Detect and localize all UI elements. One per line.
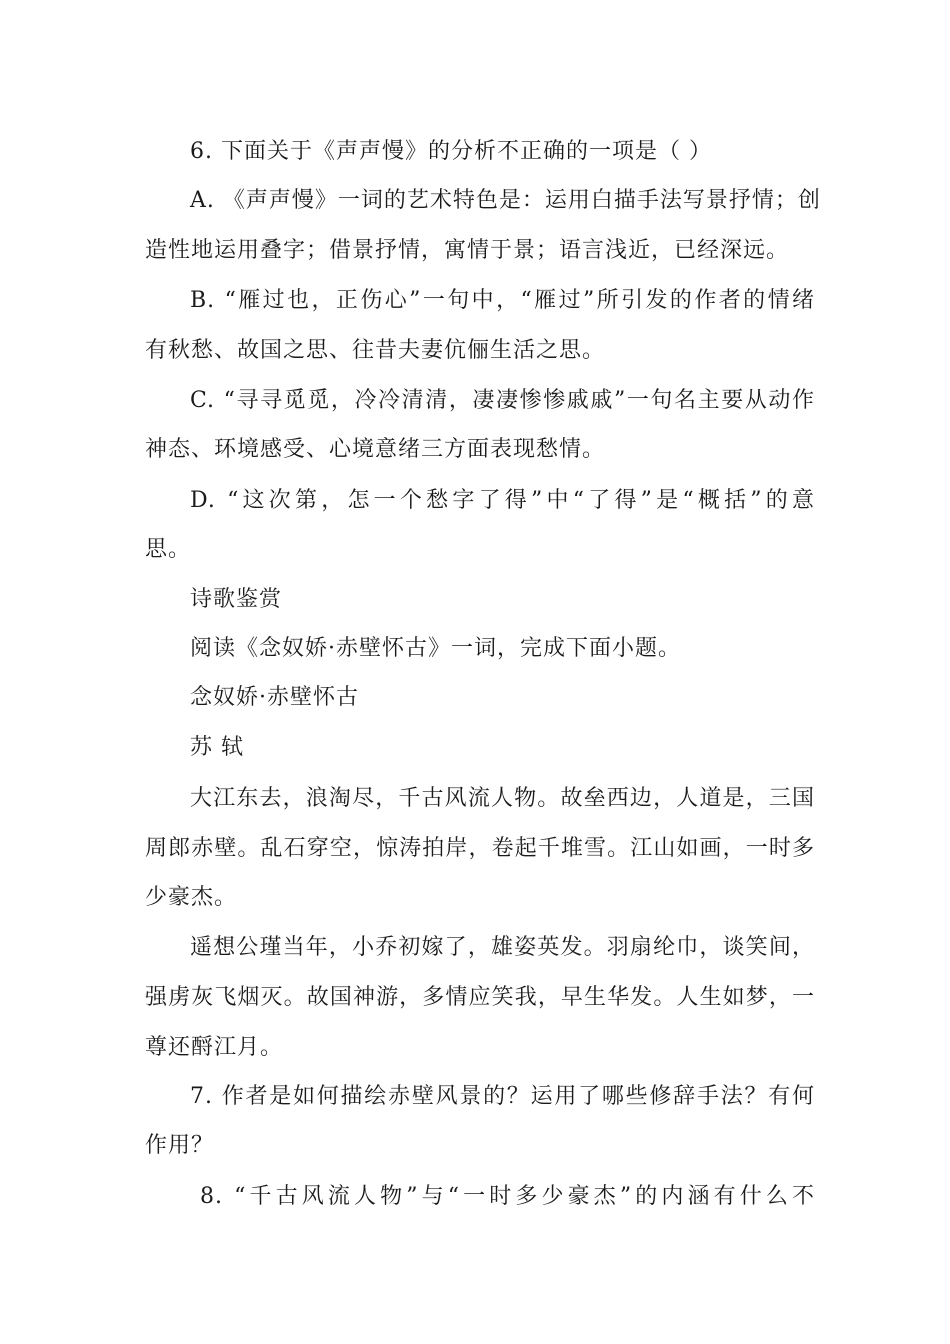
poem-stanza-1-line-3: 少豪杰。 — [145, 885, 238, 910]
poem-stanza-1-line-2: 周郎赤壁。乱石穿空，惊涛拍岸，卷起千堆雪。江山如画，一时多 — [145, 836, 815, 861]
poem-stanza-1-line-1: 大江东去，浪淘尽，千古风流人物。故垒西边，人道是，三国 — [190, 786, 815, 811]
poem-title: 念奴娇·赤壁怀古 — [190, 685, 359, 710]
poem-stanza-2-line-3: 尊还酹江月。 — [145, 1035, 284, 1060]
question-6-option-b-line-2: 有秋愁、故国之思、往昔夫妻伉俪生活之思。 — [145, 338, 606, 363]
question-7-line-2: 作用？ — [145, 1133, 215, 1158]
poem-author: 苏 轼 — [190, 735, 244, 760]
question-6-option-b-line-1: B. “雁过也，正伤心”一句中，“雁过”所引发的作者的情绪 — [190, 288, 815, 313]
question-6-option-d-line-2: 思。 — [145, 537, 192, 562]
poem-stanza-2-line-1: 遥想公瑾当年，小乔初嫁了，雄姿英发。羽扇纶巾，谈笑间， — [190, 935, 815, 960]
poem-stanza-2-line-2: 强虏灰飞烟灭。故国神游，多情应笑我，早生华发。人生如梦，一 — [145, 985, 815, 1010]
question-6-option-a-line-1: A. 《声声慢》一词的艺术特色是：运用白描手法写景抒情；创 — [190, 188, 821, 213]
question-6-option-c-line-2: 神态、环境感受、心境意绪三方面表现愁情。 — [145, 437, 606, 462]
question-6-option-a-line-2: 造性地运用叠字；借景抒情，寓情于景；语言浅近，已经深远。 — [145, 238, 790, 263]
section-heading: 诗歌鉴赏 — [190, 587, 283, 612]
question-6-option-d-line-1: D. “这次第，怎一个愁字了得”中“了得”是“概括”的意 — [190, 488, 815, 513]
question-6-option-c-line-1: C. “寻寻觅觅，冷冷清清，凄凄惨惨戚戚”一句名主要从动作 — [190, 388, 815, 413]
question-6-stem: 6. 下面关于《声声慢》的分析不正确的一项是（ ） — [190, 139, 712, 164]
question-8-line-1: 8. “千古风流人物”与“一时多少豪杰”的内涵有什么不 — [200, 1184, 815, 1209]
reading-instruction: 阅读《念奴娇·赤壁怀古》一词，完成下面小题。 — [190, 636, 681, 661]
question-7-line-1: 7. 作者是如何描绘赤壁风景的？运用了哪些修辞手法？有何 — [190, 1084, 815, 1109]
